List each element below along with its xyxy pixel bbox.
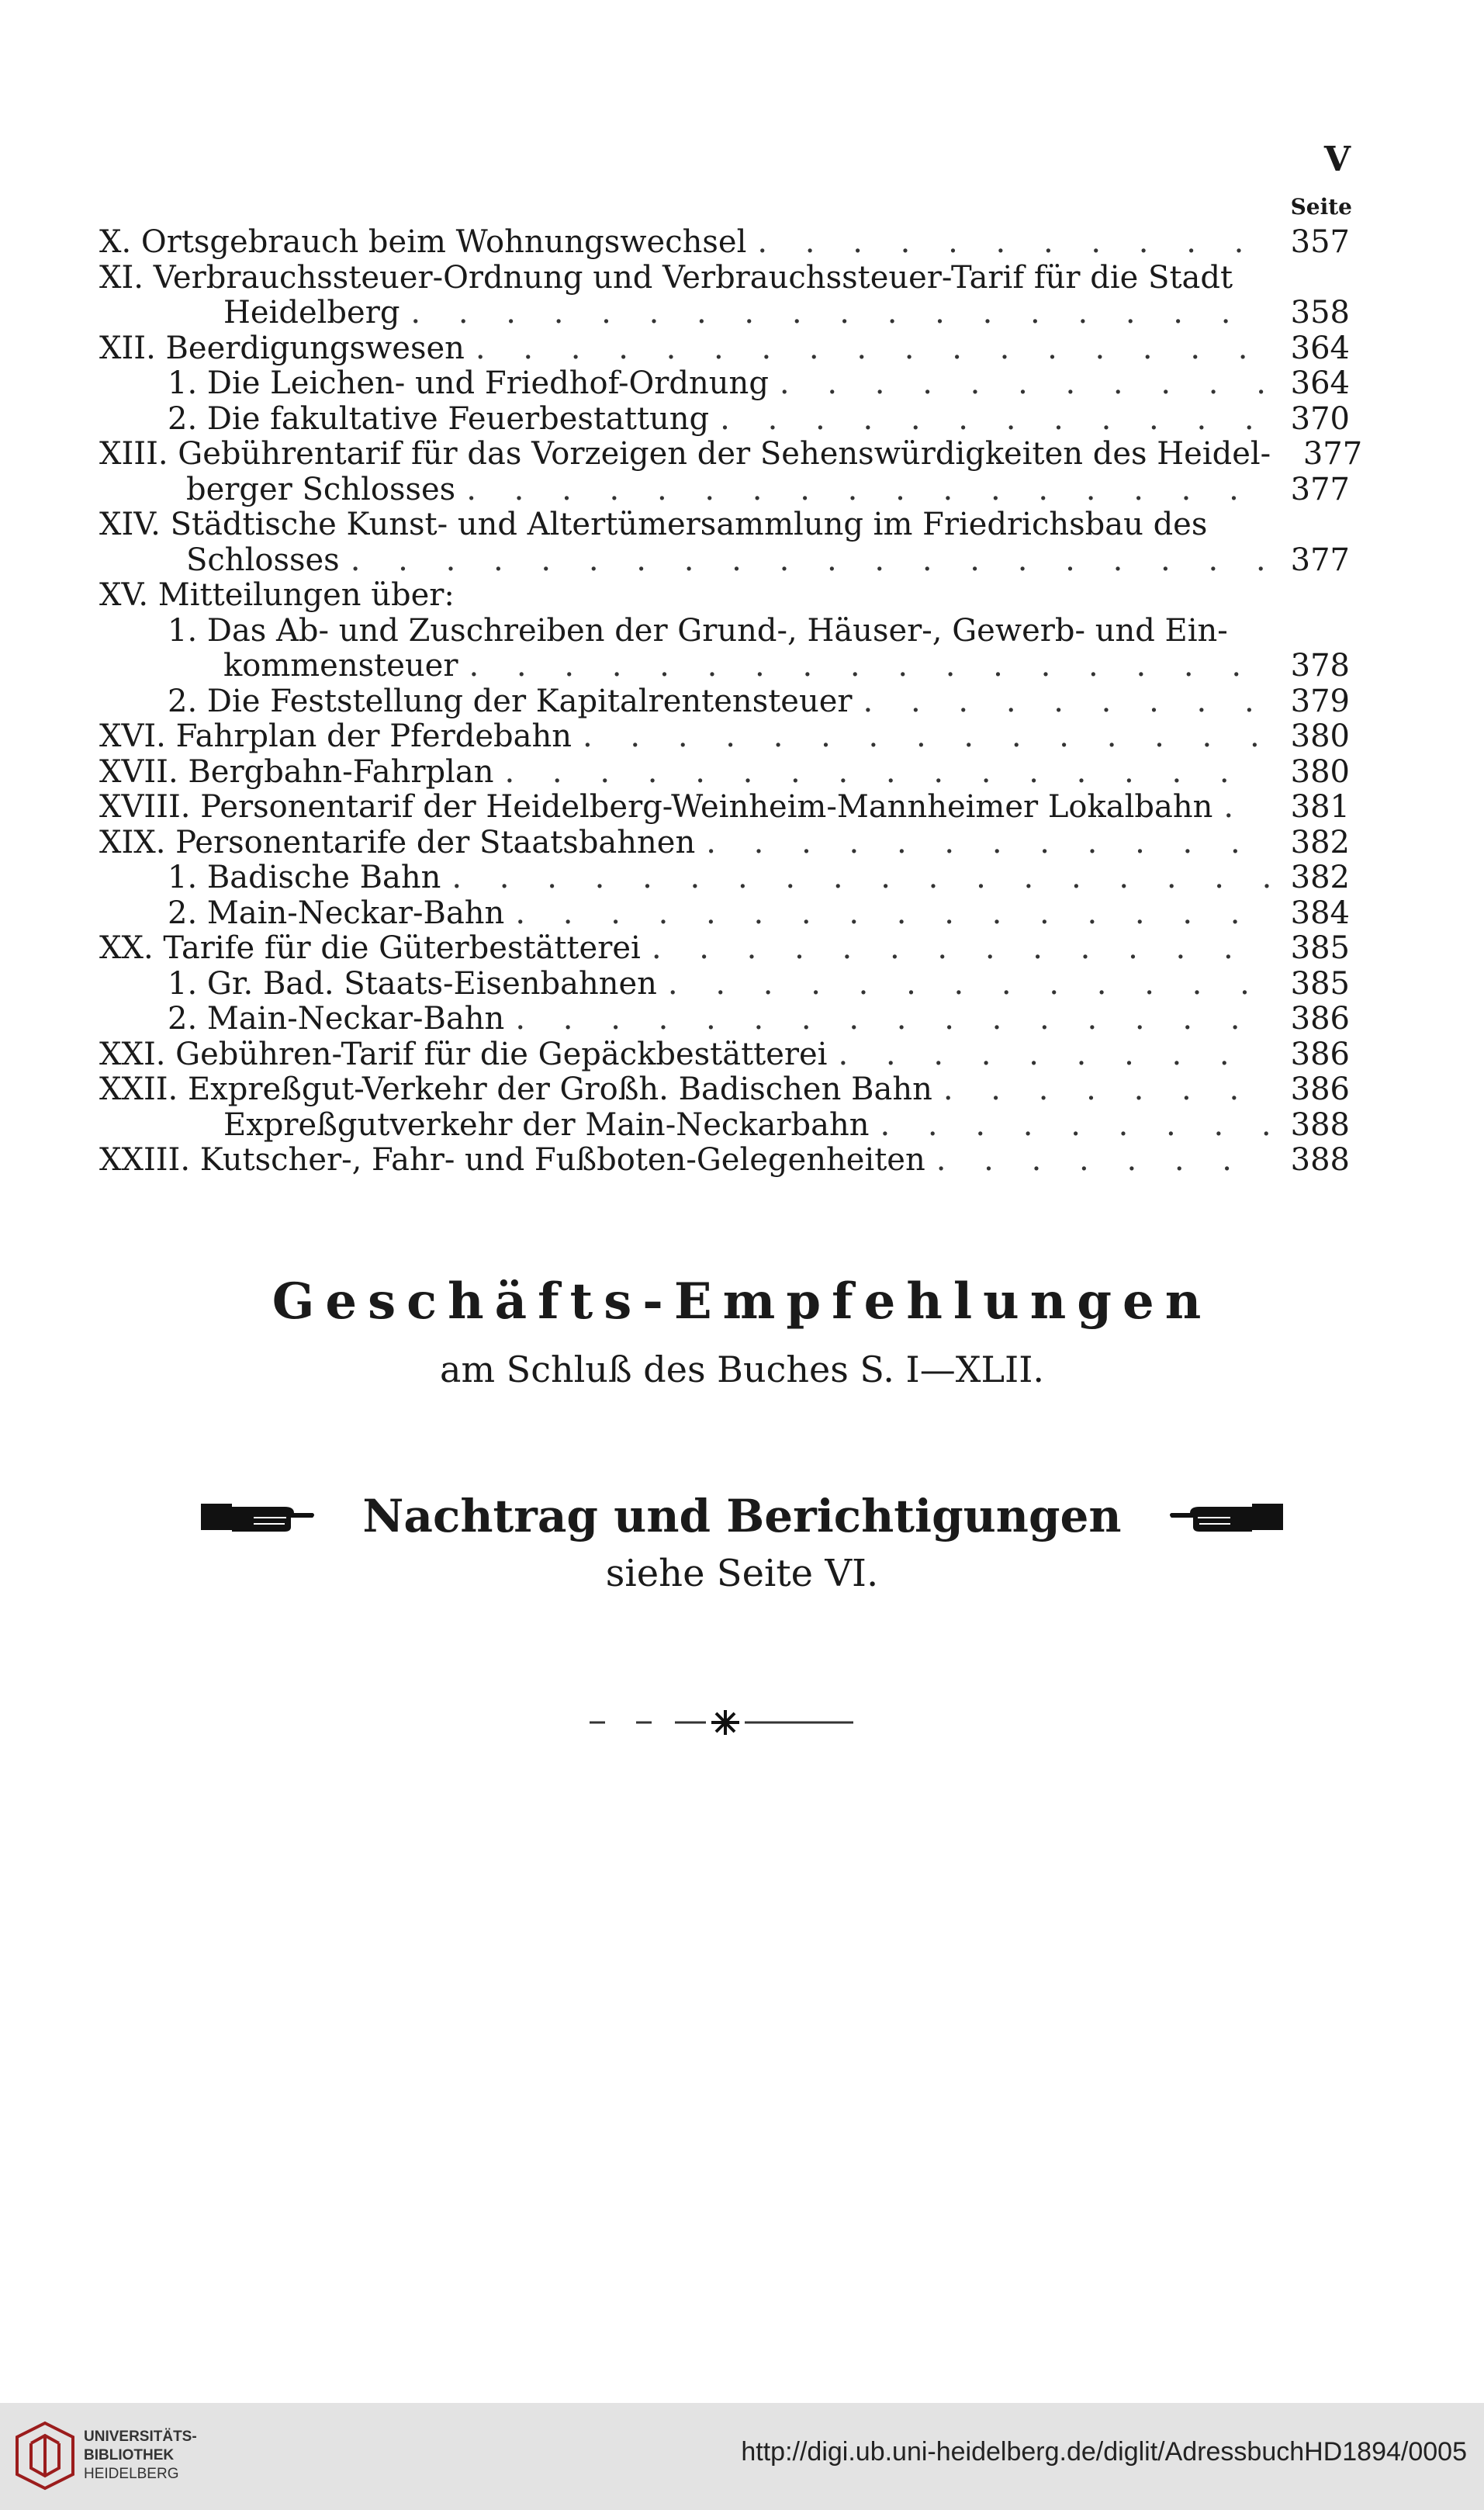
toc-entry-title: 1. Gr. Bad. Staats-Eisenbahnen (168, 965, 657, 1002)
toc-entry-title: 2. Main-Neckar-Bahn (168, 895, 505, 931)
toc-row (99, 719, 1350, 755)
toc-entry-page: 386 (1290, 1001, 1350, 1037)
toc-row (99, 436, 1363, 473)
toc-leader-dots (838, 1037, 1269, 1073)
toc-entry-page: 386 (1290, 1072, 1350, 1107)
toc-leader-dots (476, 331, 1269, 367)
toc-entry-title: Expreßgutverkehr der Main-Neckarbahn (223, 1106, 870, 1143)
toc-entry-page: 378 (1290, 648, 1350, 684)
toc-entry-page: 377 (1290, 542, 1350, 578)
toc-entry-page: 364 (1290, 330, 1350, 366)
toc-leader-dots (410, 296, 1269, 331)
toc-entry-title: Schlosses (186, 542, 340, 578)
toc-leader-dots (668, 967, 1269, 1002)
toc-row (99, 1037, 1350, 1073)
toc-entry-title: XXI. Gebühren-Tarif für die Gepäckbestätterei (99, 1036, 828, 1072)
business-section-subtitle: am Schluß des Buches S. I—XLII. (440, 1348, 1044, 1390)
toc-leader-dots (451, 860, 1269, 896)
toc-row (99, 1002, 1350, 1037)
toc-entry-title: XI. Verbrauchssteuer-Ordnung und Verbrauchssteuer-Tarif für die Stadt (99, 259, 1233, 296)
toc-entry-page: 380 (1290, 753, 1350, 790)
toc-leader-dots (863, 684, 1269, 720)
toc-leader-dots (469, 649, 1269, 684)
toc-entry-title: XXII. Expreßgut-Verkehr der Großh. Badischen Bahn (99, 1072, 932, 1107)
toc-leader-dots (351, 543, 1269, 579)
seite-column-header: Seite (1290, 194, 1352, 220)
toc-row (99, 649, 1350, 684)
toc-entry-title: 2. Die Feststellung der Kapitalrentensteuer (168, 683, 853, 719)
library-name (84, 2428, 197, 2484)
toc-leader-dots (515, 896, 1269, 932)
toc-entry-page: 377 (1290, 471, 1350, 507)
toc-entry-title: XIII. Gebührentarif für das Vorzeigen der Sehenswürdigkeiten des Heidel- (99, 436, 1271, 472)
toc-entry-title: XXIII. Kutscher-, Fahr- und Fußboten-Gelegenheiten (99, 1142, 925, 1178)
toc-entry-page: 382 (1290, 824, 1350, 860)
toc-row (99, 826, 1350, 861)
toc-row (99, 331, 1350, 367)
toc-entry-title: 1. Die Leichen- und Friedhof-Ordnung (168, 365, 769, 401)
toc-entry-title: XVIII. Personentarif der Heidelberg-Weinheim-Mannheimer Lokalbahn (99, 789, 1213, 825)
pointing-hand-left-icon (1168, 1497, 1285, 1535)
toc-leader-dots (583, 719, 1269, 755)
toc-row (99, 296, 1350, 331)
toc-entry-page: 384 (1290, 895, 1350, 931)
toc-entry-page: 385 (1290, 965, 1350, 1002)
business-section-title: Geschäfts-Empfehlungen (272, 1272, 1212, 1331)
toc-entry-title: berger Schlosses (186, 471, 456, 507)
toc-row (99, 684, 1350, 720)
toc-entry-title: XII. Beerdigungswesen (99, 330, 465, 366)
toc-row (99, 507, 1350, 543)
toc-row (99, 578, 1350, 614)
toc-row (99, 967, 1350, 1002)
toc-entry-title: XX. Tarife für die Güterbestätterei (99, 930, 641, 966)
addendum-heading (0, 1490, 1484, 1542)
toc-row (99, 1108, 1350, 1144)
toc-row (99, 473, 1350, 508)
toc-leader-dots (780, 366, 1269, 402)
toc-entry-title: 2. Main-Neckar-Bahn (168, 1001, 505, 1037)
toc-leader-dots (936, 1143, 1269, 1179)
toc-entry-page: 381 (1290, 789, 1350, 825)
toc-leader-dots (466, 473, 1269, 508)
toc-row (99, 543, 1350, 579)
toc-entry-title: X. Ortsgebrauch beim Wohnungswechsel (99, 224, 747, 260)
toc-row (99, 1072, 1350, 1108)
toc-leader-dots (880, 1108, 1269, 1144)
toc-entry-page: 380 (1290, 718, 1350, 754)
toc-row (99, 261, 1350, 296)
toc-row (99, 1143, 1350, 1179)
toc-entry-title: XIX. Personentarife der Staatsbahnen (99, 824, 696, 860)
toc-row (99, 614, 1350, 649)
toc-entry-page: 386 (1290, 1036, 1350, 1072)
toc-entry-page: 370 (1290, 400, 1350, 437)
library-name-line2: BIBLIOTHEK (84, 2447, 175, 2463)
toc-leader-dots (515, 1002, 1269, 1037)
toc-row (99, 225, 1350, 261)
toc-row (99, 755, 1350, 791)
source-url[interactable]: http://digi.ub.uni-heidelberg.de/diglit/AdressbuchHD1894/0005 (741, 2437, 1467, 2467)
toc-leader-dots (706, 826, 1269, 861)
toc-entry-title: XVI. Fahrplan der Pferdebahn (99, 718, 572, 754)
table-of-contents (99, 224, 1363, 1179)
toc-entry-page: 377 (1302, 436, 1363, 472)
toc-entry-title: XV. Mitteilungen über: (99, 577, 455, 613)
toc-row (99, 366, 1350, 402)
toc-entry-title: 1. Badische Bahn (168, 860, 441, 895)
toc-entry-page: 364 (1290, 365, 1350, 401)
toc-entry-title: kommensteuer (223, 648, 458, 684)
toc-leader-dots (757, 225, 1269, 261)
toc-entry-page: 358 (1290, 295, 1350, 331)
toc-entry-page: 379 (1290, 683, 1350, 719)
toc-row (99, 860, 1350, 896)
toc-entry-title: 1. Das Ab- und Zuschreiben der Grund-, Häuser-, Gewerb- und Ein- (168, 612, 1228, 649)
page-number: V (1323, 140, 1351, 179)
footer-bar (0, 2403, 1484, 2510)
toc-entry-title: XVII. Bergbahn-Fahrplan (99, 753, 494, 790)
toc-row (99, 790, 1350, 826)
toc-entry-page: 357 (1290, 224, 1350, 260)
toc-entry-title: Heidelberg (223, 295, 400, 331)
pointing-hand-right-icon (199, 1497, 316, 1535)
toc-leader-dots (652, 931, 1269, 967)
toc-leader-dots (1223, 790, 1269, 826)
toc-leader-dots (720, 402, 1269, 438)
addendum-title: Nachtrag und Berichtigungen (362, 1490, 1122, 1542)
toc-entry-title: XIV. Städtische Kunst- und Altertümersammlung im Friedrichsbau des (99, 507, 1208, 542)
library-name-line1: UNIVERSITÄTS- (84, 2429, 197, 2445)
addendum-subtitle: siehe Seite VI. (605, 1552, 879, 1595)
toc-entry-page: 385 (1290, 930, 1350, 966)
toc-leader-dots (504, 755, 1269, 791)
toc-row (99, 931, 1350, 967)
toc-entry-title: 2. Die fakultative Feuerbestattung (168, 400, 710, 437)
toc-entry-page: 382 (1290, 860, 1350, 895)
toc-leader-dots (943, 1072, 1269, 1108)
toc-entry-page: 388 (1290, 1142, 1350, 1178)
library-logo-icon (14, 2420, 76, 2495)
library-name-line3: HEIDELBERG (84, 2466, 179, 2482)
toc-row (99, 896, 1350, 932)
ornament-divider-icon (590, 1707, 853, 1741)
toc-row (99, 402, 1350, 438)
toc-entry-page: 388 (1290, 1106, 1350, 1143)
